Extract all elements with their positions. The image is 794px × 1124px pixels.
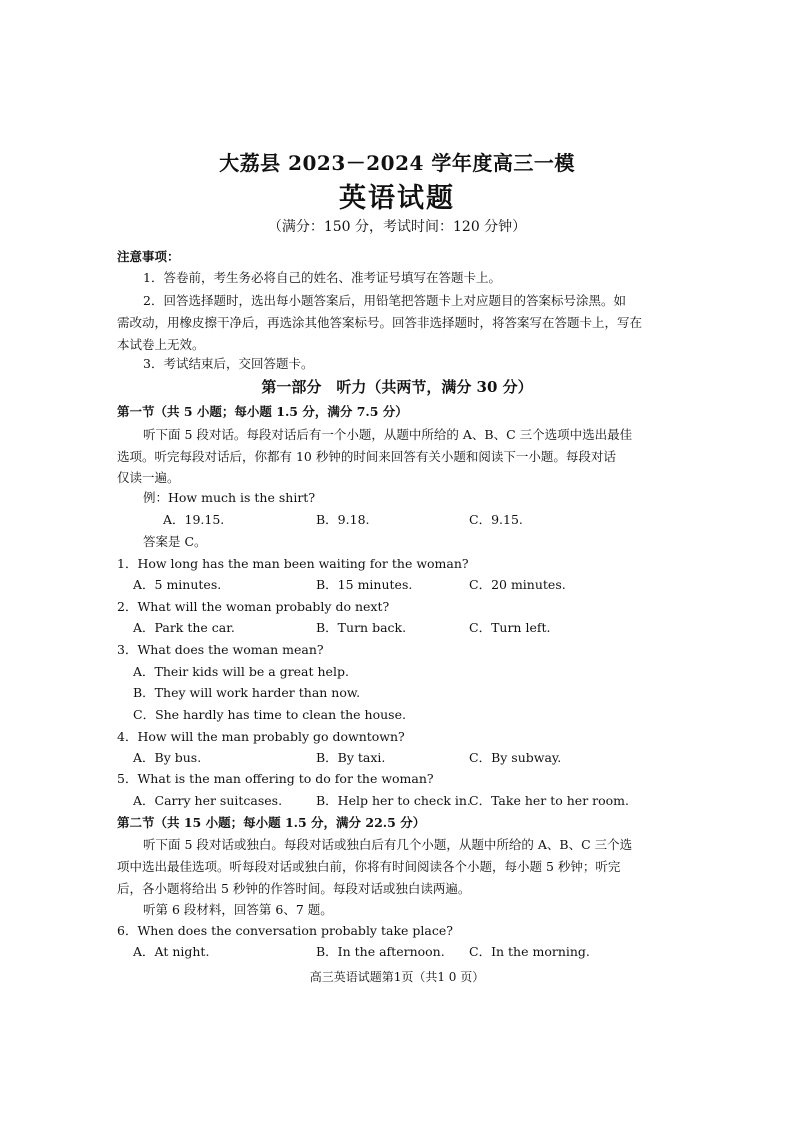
subject-title: 英语试题 (339, 183, 455, 214)
section2-instructions-cont2: 后，各小题将给出 5 秒钟的作答时间。每段对话或独白读两遍。 (117, 881, 471, 896)
option-a: A．Park the car. (133, 620, 235, 635)
section1-instructions-cont: 选项。听完每段对话后，你都有 10 秒钟的时间来回答有关小题和阅读下一小题。每段对话 (117, 449, 616, 464)
section2-heading: 第二节（共 15 小题；每小题 1.5 分，满分 22.5 分） (117, 815, 426, 830)
question-6: 6．When does the conversation probably take place? (117, 923, 453, 938)
question-1: 1．How long has the man been waiting for the woman? (117, 556, 469, 571)
section2-instructions: 听下面 5 段对话或独白。每段对话或独白后有几个小题，从题中所给的 A、B、C 三个选 (143, 837, 633, 852)
option-b: B．By taxi. (316, 750, 386, 765)
section1-heading: 第一节（共 5 小题；每小题 1.5 分，满分 7.5 分） (117, 404, 408, 419)
page-footer: 高三英语试题第1页（共1 0 页） (309, 970, 485, 984)
option-b: B．Help her to check in. (316, 793, 471, 808)
option-a: A．Carry her suitcases. (133, 793, 283, 808)
option-b: B．15 minutes. (316, 577, 413, 592)
example-question: 例：How much is the shirt? (143, 490, 316, 505)
notes-item-1: 1．答卷前，考生务必将自己的姓名、准考证号填写在答题卡上。 (143, 270, 501, 285)
option-c: C．By subway. (469, 750, 562, 765)
section2-instructions-cont: 项中选出最佳选项。听每段对话或独白前，你将有时间阅读各个小题，每小题 5 秒钟；听完 (117, 859, 621, 874)
question-4: 4．How will the man probably go downtown? (117, 729, 405, 744)
option-c: C．She hardly has time to clean the house. (133, 707, 406, 722)
section1-instructions-cont2: 仅读一遍。 (117, 470, 180, 485)
notes-item-2: 2．回答选择题时，选出每小题答案后，用铅笔把答题卡上对应题目的答案标号涂黑。如 (143, 293, 626, 308)
notes-item-3: 3．考试结束后，交回答题卡。 (143, 356, 314, 371)
option-b: B．In the afternoon. (316, 944, 445, 959)
option-c: C．20 minutes. (469, 577, 566, 592)
exam-subtitle: （满分：150 分，考试时间：120 分钟） (267, 219, 527, 235)
option-b: B．They will work harder than now. (133, 685, 361, 700)
notes-heading: 注意事项： (117, 249, 180, 264)
option-b: B．Turn back. (316, 620, 407, 635)
example-answer: 答案是 C。 (143, 534, 207, 549)
section1-instructions: 听下面 5 段对话。每段对话后有一个小题，从题中所给的 A、B、C 三个选项中选出最佳 (143, 427, 633, 442)
option-c: C．Take her to her room. (469, 793, 629, 808)
option-a: A．At night. (133, 944, 210, 959)
notes-item-2-cont2: 本试卷上无效。 (117, 337, 205, 352)
option-a: A．5 minutes. (133, 577, 222, 592)
question-2: 2．What will the woman probably do next? (117, 599, 390, 614)
question-3: 3．What does the woman mean? (117, 642, 324, 657)
option-a: A．19.15. (163, 512, 225, 527)
option-b: B．9.18. (316, 512, 370, 527)
option-a: A．By bus. (133, 750, 202, 765)
part1-title: 第一部分 听力（共两节，满分 30 分） (261, 378, 533, 396)
option-a: A．Their kids will be a great help. (133, 664, 349, 679)
option-c: C．Turn left. (469, 620, 551, 635)
option-c: C．9.15. (469, 512, 523, 527)
exam-title: 大荔县 2023－2024 学年度高三一模 (219, 151, 575, 175)
material-6-intro: 听第 6 段材料，回答第 6、7 题。 (143, 902, 333, 917)
notes-item-2-cont: 需改动，用橡皮擦干净后，再选涂其他答案标号。回答非选择题时，将答案写在答题卡上，写在 (117, 315, 643, 330)
option-c: C．In the morning. (469, 944, 590, 959)
question-5: 5．What is the man offering to do for the woman? (117, 771, 434, 786)
